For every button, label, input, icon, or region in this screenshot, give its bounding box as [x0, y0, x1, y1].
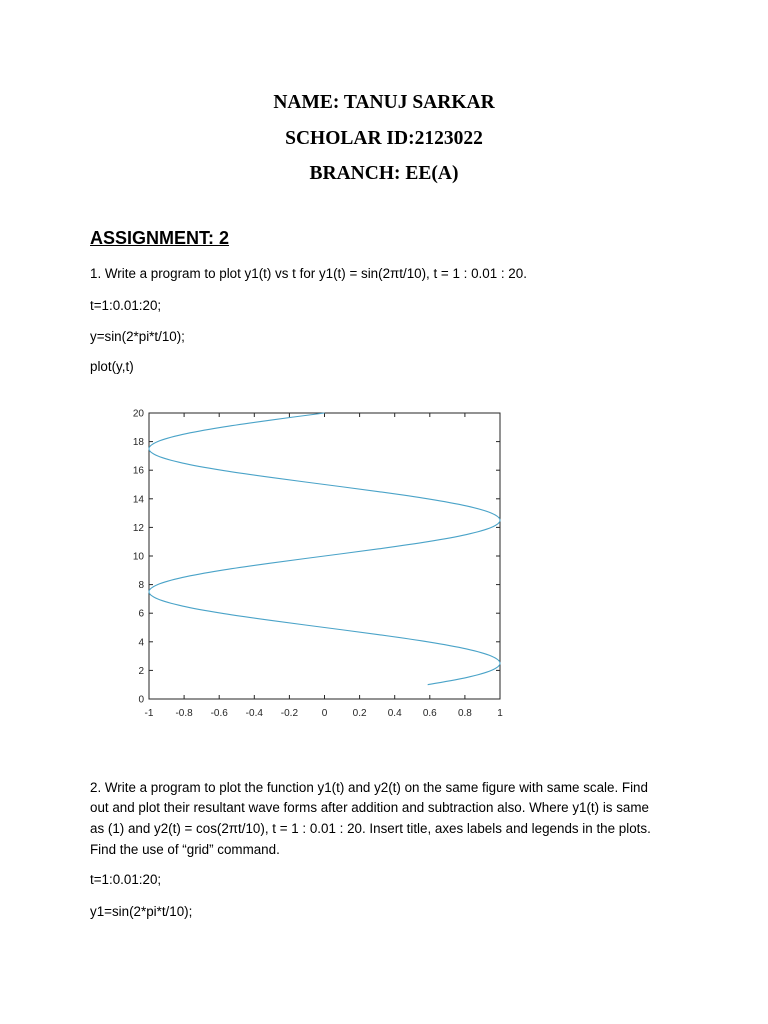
y-tick-label: 4: [138, 637, 144, 649]
y-tick-label: 6: [138, 608, 144, 620]
x-tick-label: 0.6: [422, 708, 437, 719]
assignment-title: ASSIGNMENT: 2: [90, 228, 230, 248]
y-tick-label: 10: [132, 551, 144, 563]
y-tick-label: 0: [138, 694, 144, 706]
y-tick-label: 8: [138, 580, 144, 592]
x-tick-label: 0.8: [457, 708, 472, 719]
q2-question-line: 2. Write a program to plot the function y1(t) and y2(t) on the same figure with same scale. Find: [90, 780, 648, 795]
name-heading: NAME: TANUJ SARKAR: [273, 92, 495, 113]
q2-question-line: Find the use of “grid” command.: [90, 842, 280, 857]
q1-code-line: plot(y,t): [90, 359, 134, 374]
x-tick-label: 0.4: [387, 708, 402, 719]
x-tick-label: -0.2: [280, 708, 299, 719]
x-tick-label: 1: [497, 708, 503, 719]
y-tick-label: 20: [132, 408, 144, 420]
y-tick-label: 18: [132, 437, 144, 449]
x-tick-label: 0.2: [352, 708, 367, 719]
x-tick-label: -1: [144, 708, 154, 719]
y-tick-label: 12: [132, 522, 144, 534]
q2-code-line: t=1:0.01:20;: [90, 872, 162, 887]
y-tick-label: 16: [132, 465, 144, 477]
q1-code-line: y=sin(2*pi*t/10);: [90, 329, 185, 344]
y-tick-label: 2: [138, 665, 144, 677]
x-tick-label: -0.8: [175, 708, 193, 719]
plot-ticks: [133, 409, 503, 720]
q2-question-line: out and plot their resultant wave forms after addition and subtraction also. Where y1(t) is same: [90, 800, 649, 815]
y-tick-label: 14: [132, 494, 144, 506]
branch-heading: BRANCH: EE(A): [309, 163, 459, 184]
q2-question-line: as (1) and y2(t) = cos(2πt/10), t = 1 : 0.01 : 20. Insert title, axes labels and legends in the plots.: [90, 821, 651, 836]
q1-code-line: t=1:0.01:20;: [90, 298, 162, 313]
series-line: [149, 413, 500, 685]
q2-code-line: y1=sin(2*pi*t/10);: [90, 904, 193, 919]
x-tick-label: 0: [321, 708, 328, 719]
scholar-id-heading: SCHOLAR ID:2123022: [285, 128, 483, 149]
plot-series: [149, 413, 500, 685]
x-tick-label: -0.6: [210, 708, 228, 719]
x-tick-label: -0.4: [245, 708, 263, 719]
q1-question: 1. Write a program to plot y1(t) vs t for y1(t) = sin(2πt/10), t = 1 : 0.01 : 20.: [90, 266, 527, 281]
